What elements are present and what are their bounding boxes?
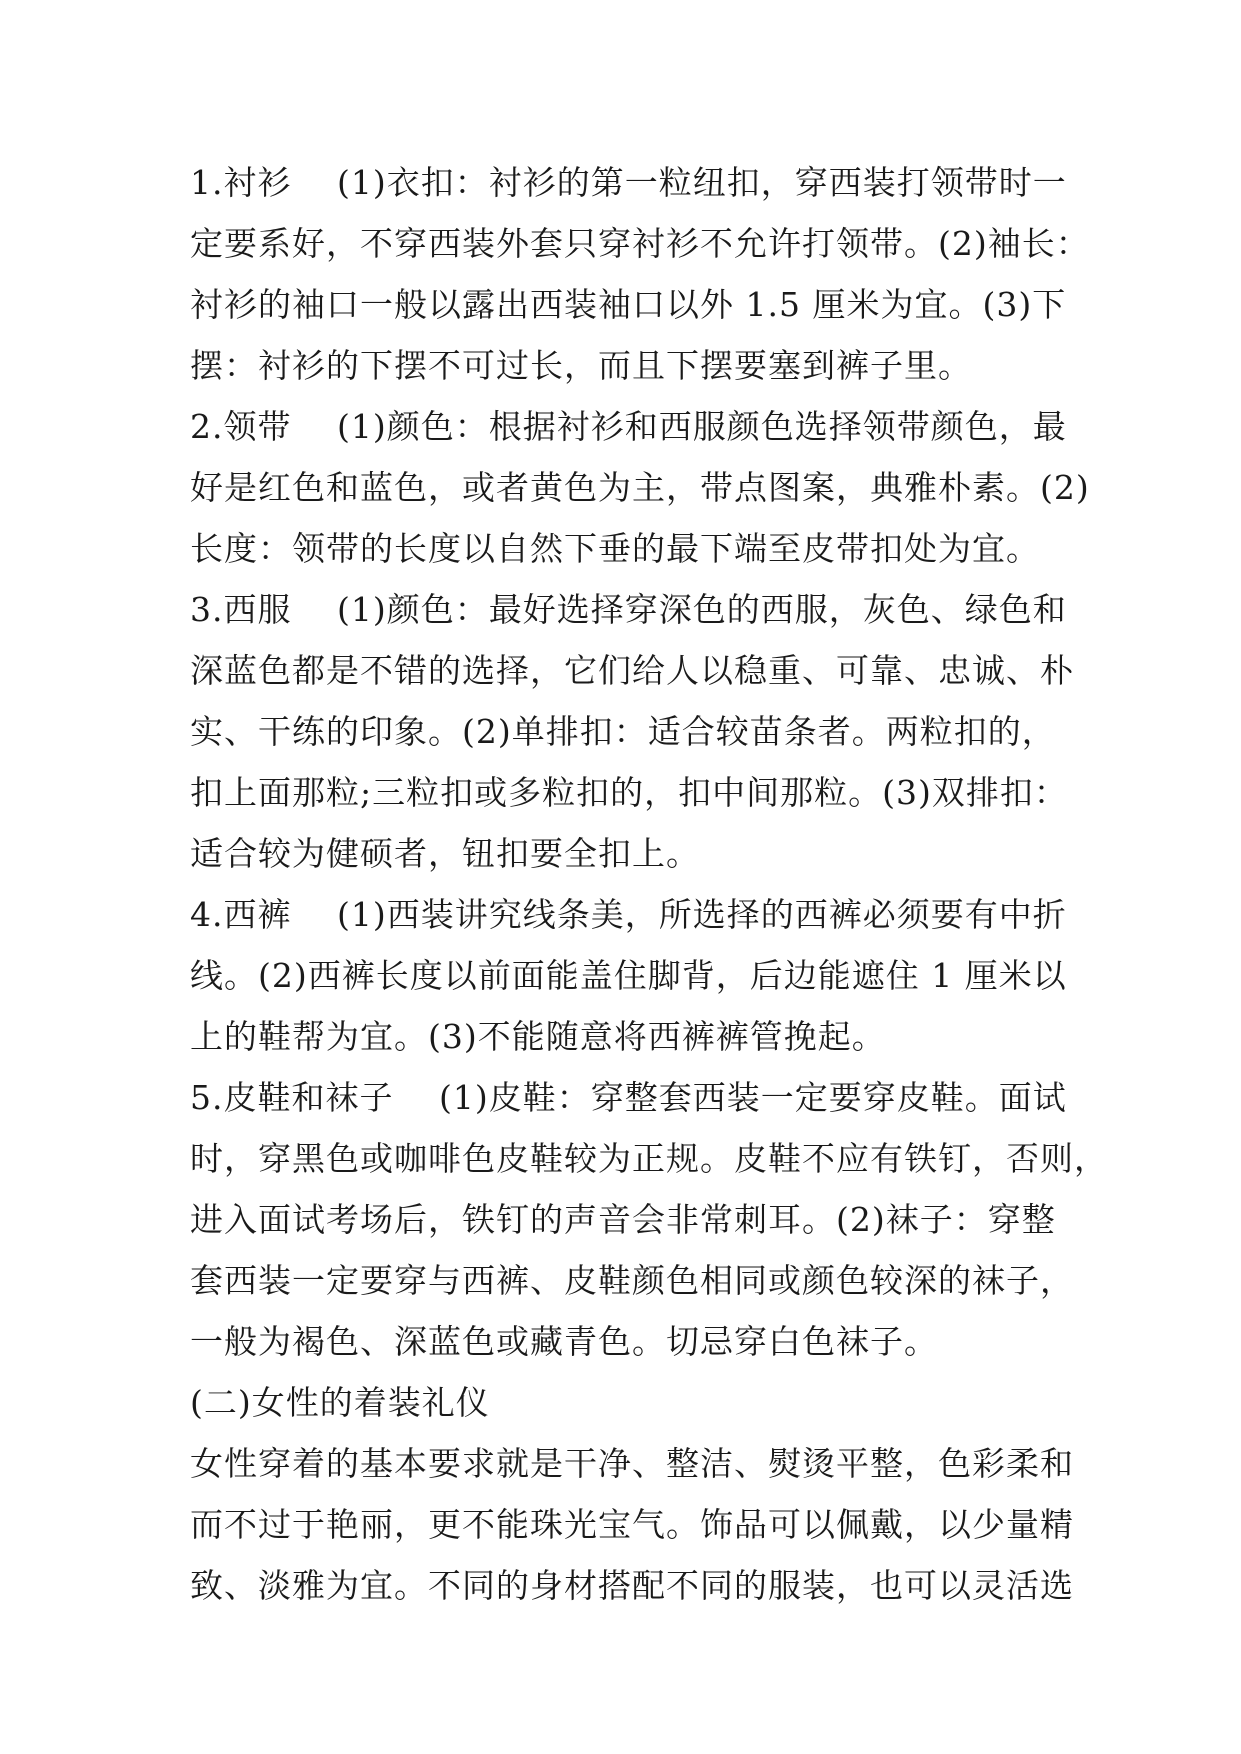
text-line: 一般为褐色、深蓝色或藏青色。切忌穿白色袜子。 (190, 1322, 938, 1361)
text-line: 4.西裤 (1)西装讲究线条美，所选择的西裤必须要有中折 (190, 895, 1067, 934)
text-line: 实、干练的印象。(2)单排扣：适合较苗条者。两粒扣的， (190, 712, 1056, 751)
text-line: 深蓝色都是不错的选择，它们给人以稳重、可靠、忠诚、朴 (190, 651, 1074, 690)
text-line: 而不过于艳丽，更不能珠光宝气。饰品可以佩戴，以少量精 (190, 1505, 1074, 1544)
text-line: 适合较为健硕者，钮扣要全扣上。 (190, 834, 700, 873)
text-line: 致、淡雅为宜。不同的身材搭配不同的服装，也可以灵活选 (190, 1566, 1074, 1605)
body-text (190, 152, 1108, 1616)
text-line: 定要系好，不穿西装外套只穿衬衫不允许打领带。(2)袖长： (190, 224, 1090, 263)
text-line: 摆：衬衫的下摆不可过长，而且下摆要塞到裤子里。 (190, 346, 972, 385)
text-line: 5.皮鞋和袜子 (1)皮鞋：穿整套西装一定要穿皮鞋。面试 (190, 1078, 1067, 1117)
section-heading: (二)女性的着装礼仪 (190, 1383, 490, 1422)
text-line: 线。(2)西裤长度以前面能盖住脚背，后边能遮住 1 厘米以 (190, 956, 1067, 995)
text-line: 1.衬衫 (1)衣扣：衬衫的第一粒纽扣，穿西装打领带时一 (190, 163, 1067, 202)
text-line: 时，穿黑色或咖啡色皮鞋较为正规。皮鞋不应有铁钉，否则， (190, 1139, 1108, 1178)
text-line: 3.西服 (1)颜色：最好选择穿深色的西服，灰色、绿色和 (190, 590, 1067, 629)
text-line: 扣上面那粒;三粒扣或多粒扣的，扣中间那粒。(3)双排扣： (190, 773, 1068, 812)
text-line: 进入面试考场后，铁钉的声音会非常刺耳。(2)袜子：穿整 (190, 1200, 1056, 1239)
text-line: 套西装一定要穿与西裤、皮鞋颜色相同或颜色较深的袜子， (190, 1261, 1074, 1300)
text-line: 衬衫的袖口一般以露出西装袖口以外 1.5 厘米为宜。(3)下 (190, 285, 1067, 324)
text-line: 2.领带 (1)颜色：根据衬衫和西服颜色选择领带颜色，最 (190, 407, 1067, 446)
text-line: 女性穿着的基本要求就是干净、整洁、熨烫平整，色彩柔和 (190, 1444, 1074, 1483)
text-line: 好是红色和蓝色，或者黄色为主，带点图案，典雅朴素。(2) (190, 468, 1090, 507)
text-line: 长度：领带的长度以自然下垂的最下端至皮带扣处为宜。 (190, 529, 1040, 568)
text-line: 上的鞋帮为宜。(3)不能随意将西裤裤管挽起。 (190, 1017, 886, 1056)
